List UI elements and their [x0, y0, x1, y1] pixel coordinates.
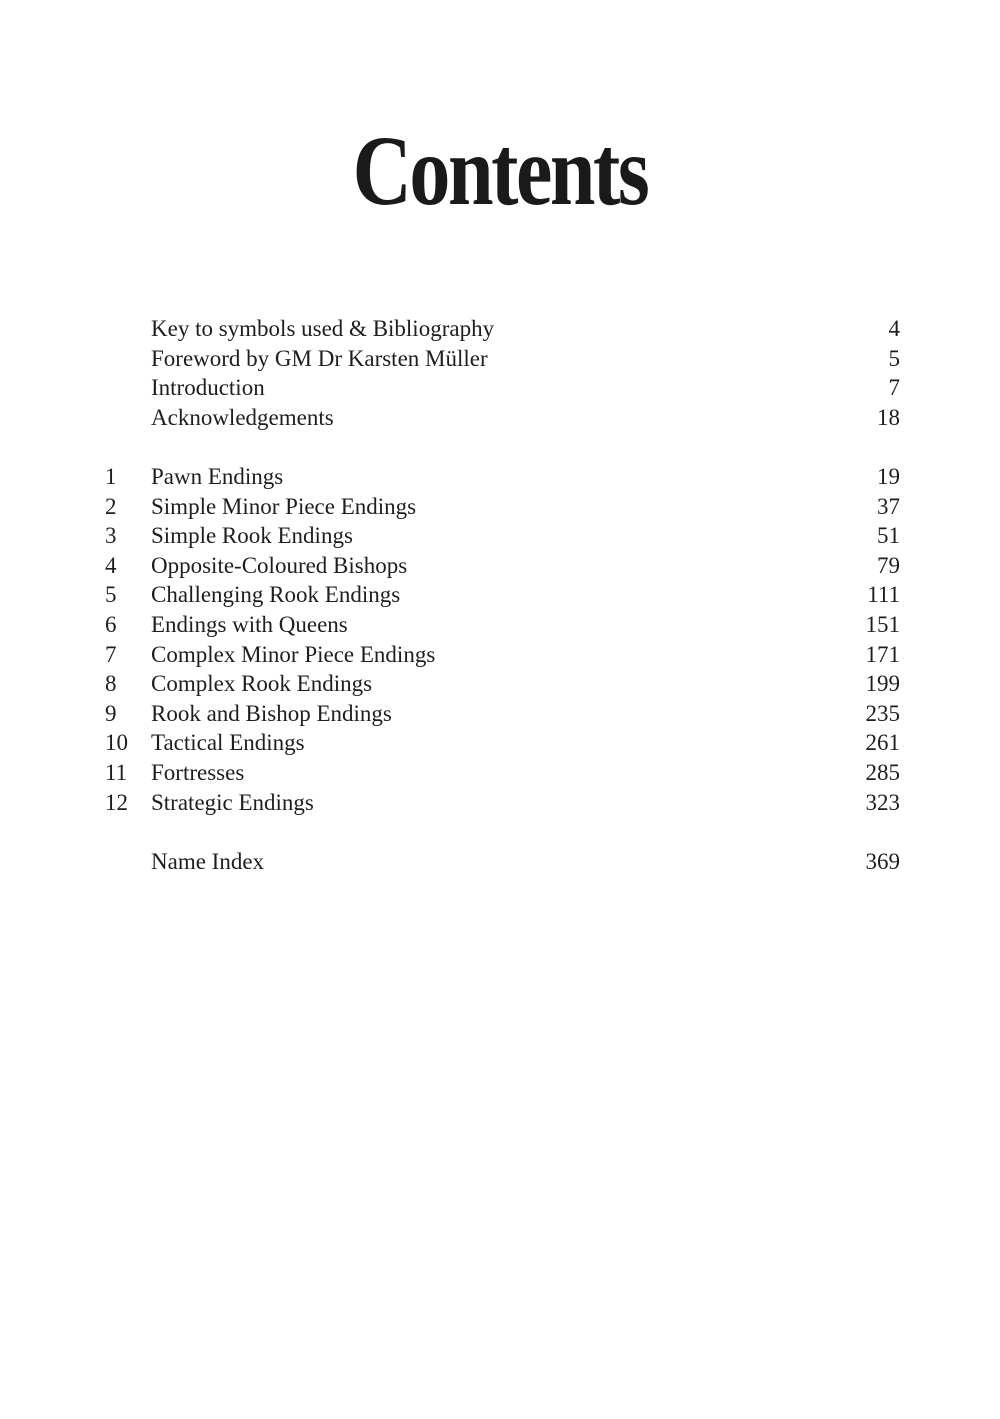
- toc-entry[interactable]: [0, 344, 1000, 374]
- chapter-entry[interactable]: [0, 610, 1000, 640]
- toc-entry-label: Introduction: [151, 375, 265, 401]
- chapter-title: Strategic Endings: [151, 789, 314, 815]
- chapter-number: 6: [105, 611, 117, 637]
- chapter-number: 1: [105, 463, 117, 489]
- chapter-number: 9: [105, 700, 117, 726]
- toc-entry-label: Acknowledgements: [151, 404, 334, 430]
- toc-entry-label: Foreword by GM Dr Karsten Müller: [151, 345, 488, 371]
- chapter-entry[interactable]: [0, 492, 1000, 522]
- toc-entry-page: 7: [888, 375, 900, 401]
- toc-entry-label: Key to symbols used & Bibliography: [151, 316, 495, 341]
- chapter-title: Opposite-Coloured Bishops: [151, 552, 408, 578]
- toc-entry[interactable]: [0, 847, 1000, 877]
- table-of-contents: [0, 314, 1000, 876]
- page-title: Contents: [352, 115, 648, 226]
- chapter-number: 5: [105, 582, 117, 608]
- toc-entry[interactable]: [0, 403, 1000, 433]
- chapter-entry[interactable]: [0, 788, 1000, 818]
- chapter-page: 19: [877, 463, 900, 489]
- chapter-entry[interactable]: [0, 521, 1000, 551]
- chapter-title: Simple Minor Piece Endings: [151, 493, 417, 519]
- chapter-number: 4: [105, 552, 117, 578]
- chapter-number: 3: [105, 523, 117, 549]
- front-matter-list: [0, 314, 1000, 432]
- chapter-page: 51: [877, 523, 900, 549]
- chapter-entry[interactable]: [0, 640, 1000, 670]
- chapter-entry[interactable]: [0, 462, 1000, 492]
- toc-entry[interactable]: [0, 373, 1000, 403]
- chapter-title: Complex Rook Endings: [151, 671, 373, 697]
- chapter-entry[interactable]: [0, 728, 1000, 758]
- chapter-entry[interactable]: [0, 551, 1000, 581]
- toc-entry-page: 18: [877, 404, 900, 430]
- chapter-entry[interactable]: [0, 758, 1000, 788]
- chapter-page: 235: [865, 700, 900, 726]
- chapter-number: 12: [105, 789, 128, 815]
- toc-entry-page: 4: [888, 316, 900, 341]
- chapter-page: 261: [865, 730, 900, 756]
- chapter-page: 323: [865, 789, 900, 815]
- chapter-page: 111: [867, 582, 900, 608]
- chapter-entry[interactable]: [0, 699, 1000, 729]
- chapter-page: 79: [877, 552, 900, 578]
- chapter-number: 11: [105, 759, 128, 785]
- chapter-title: Complex Minor Piece Endings: [151, 641, 436, 667]
- chapter-entry[interactable]: [0, 580, 1000, 610]
- chapter-entry[interactable]: [0, 669, 1000, 699]
- chapter-number: 8: [105, 671, 117, 697]
- chapter-page: 285: [865, 759, 900, 785]
- toc-entry-page: 5: [888, 345, 900, 371]
- chapter-list: [0, 462, 1000, 817]
- toc-entry[interactable]: [0, 314, 1000, 344]
- chapter-number: 7: [105, 641, 117, 667]
- chapter-number: 10: [105, 730, 128, 756]
- chapter-title: Endings with Queens: [151, 611, 348, 637]
- chapter-title: Pawn Endings: [151, 463, 284, 489]
- toc-entry-page: 369: [865, 848, 900, 874]
- chapter-page: 171: [865, 641, 900, 667]
- chapter-title: Challenging Rook Endings: [151, 582, 401, 608]
- chapter-page: 151: [865, 611, 900, 637]
- chapter-title: Tactical Endings: [151, 730, 305, 756]
- chapter-page: 37: [877, 493, 900, 519]
- toc-entry-label: Name Index: [151, 848, 265, 874]
- chapter-number: 2: [105, 493, 117, 519]
- back-matter-list: [0, 847, 1000, 877]
- chapter-title: Simple Rook Endings: [151, 523, 353, 549]
- chapter-title: Fortresses: [151, 759, 245, 785]
- chapter-title: Rook and Bishop Endings: [151, 700, 392, 726]
- chapter-page: 199: [865, 671, 900, 697]
